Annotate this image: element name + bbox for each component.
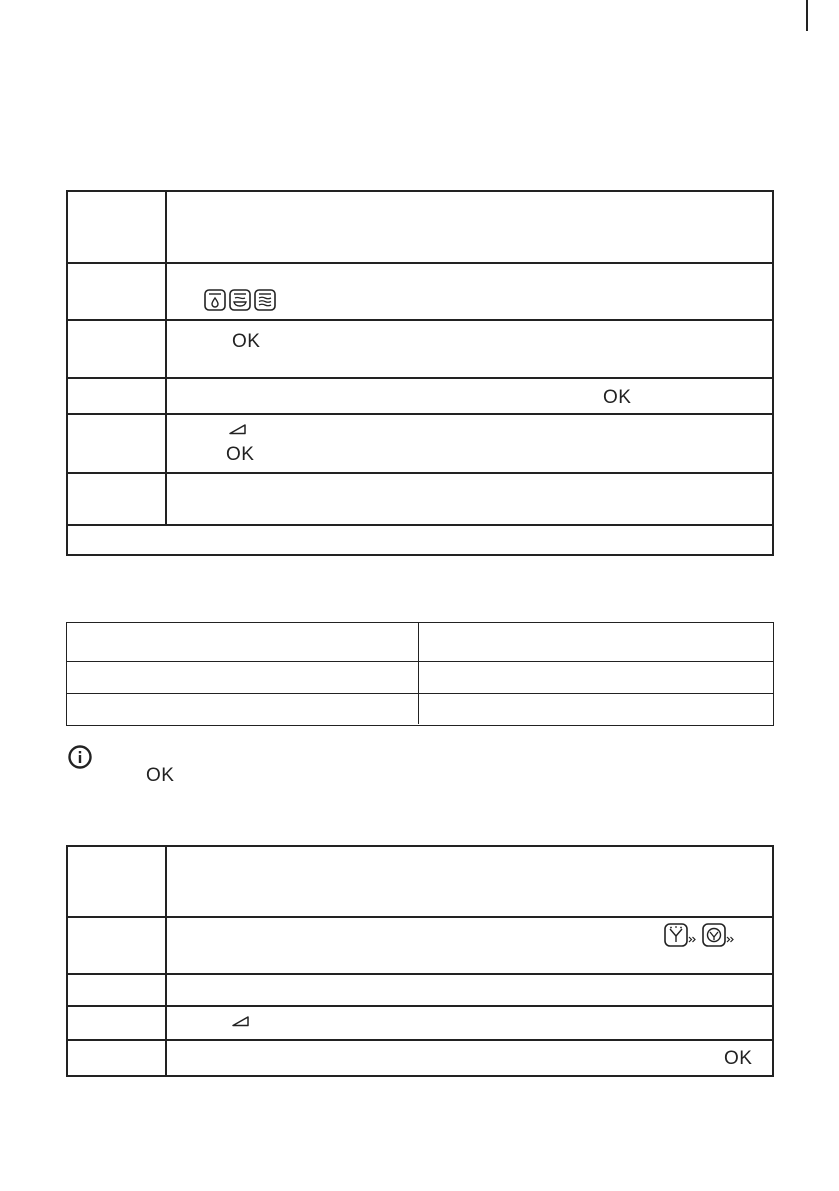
table-1-row-divider (68, 377, 772, 379)
table-3-row-divider (68, 973, 772, 975)
ok-symbol: OK (226, 444, 255, 465)
table-2-row-divider (67, 661, 773, 662)
table-3-row-divider (68, 916, 772, 918)
table-1-row-divider (68, 524, 772, 526)
table-2-column-divider (418, 623, 419, 724)
steam-tray-icon (229, 289, 251, 311)
ramp-arrow-icon (228, 423, 248, 435)
steam-wave-icon (254, 289, 276, 311)
ramp-arrow-icon (231, 1015, 251, 1027)
ok-symbol: OK (724, 1048, 753, 1069)
table-2-row-divider (67, 693, 773, 694)
table-3-row-divider (68, 1005, 772, 1007)
page-edge-mark (806, 0, 808, 31)
ok-symbol: OK (146, 765, 175, 786)
ok-symbol: OK (232, 331, 261, 352)
ok-symbol: OK (603, 387, 632, 408)
table-1-row-divider (68, 262, 772, 264)
table-1-row-divider (68, 413, 772, 415)
steps-table-2 (66, 845, 774, 1077)
table-1-row-divider (68, 472, 772, 474)
info-icon (67, 744, 93, 770)
table-3-row-divider (68, 1039, 772, 1041)
rinsing-icon (702, 923, 736, 947)
table-1-row-divider (68, 319, 772, 321)
steam-drop-icon (204, 289, 226, 311)
table-1-column-divider (165, 192, 167, 524)
descaling-icon (664, 923, 698, 947)
steps-table-1 (66, 190, 774, 556)
settings-table (66, 622, 774, 726)
